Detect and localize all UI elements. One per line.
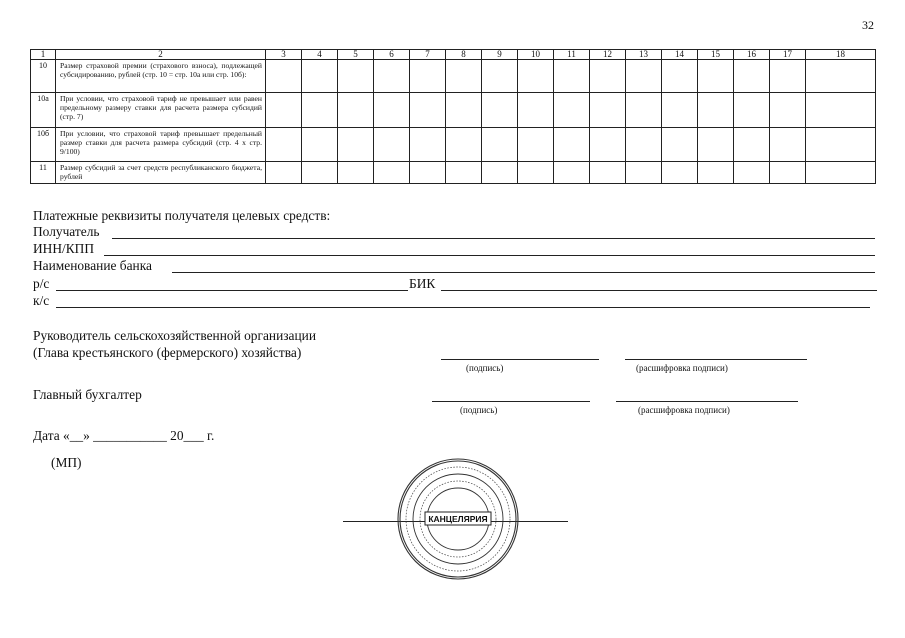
head-decoding-field[interactable] xyxy=(625,359,807,360)
value-cell[interactable] xyxy=(338,128,374,162)
value-cell[interactable] xyxy=(770,93,806,128)
column-header-5: 5 xyxy=(338,50,374,60)
value-cell[interactable] xyxy=(626,162,662,184)
head-signature-caption: (подпись) xyxy=(466,363,504,373)
value-cell[interactable] xyxy=(410,162,446,184)
value-cell[interactable] xyxy=(554,162,590,184)
value-cell[interactable] xyxy=(590,128,626,162)
value-cell[interactable] xyxy=(338,93,374,128)
value-cell[interactable] xyxy=(302,128,338,162)
row-number: 11 xyxy=(31,162,56,184)
recipient-label: Получатель xyxy=(33,224,100,239)
official-stamp xyxy=(396,457,520,581)
value-cell[interactable] xyxy=(806,60,876,93)
accountant-signature-caption: (подпись) xyxy=(460,405,498,415)
value-cell[interactable] xyxy=(446,162,482,184)
value-cell[interactable] xyxy=(266,162,302,184)
column-header-16: 16 xyxy=(734,50,770,60)
row-description: При условии, что страховой тариф не превышает или равен предельному размеру ставки для расчета размера субсидий (стр. 7) xyxy=(56,93,266,128)
row-description: При условии, что страховой тариф превышает предельный размер ставки для расчета размера субсидий (стр. 4 х стр. 9/100) xyxy=(56,128,266,162)
head-title-line2: (Глава крестьянского (фермерского) хозяйства) xyxy=(33,345,302,360)
accountant-decoding-field[interactable] xyxy=(616,401,798,402)
value-cell[interactable] xyxy=(770,60,806,93)
accountant-signature-field[interactable] xyxy=(432,401,590,402)
seal-label: (МП) xyxy=(51,455,82,470)
value-cell[interactable] xyxy=(338,60,374,93)
value-cell[interactable] xyxy=(662,128,698,162)
value-cell[interactable] xyxy=(266,60,302,93)
value-cell[interactable] xyxy=(482,60,518,93)
table-row xyxy=(31,60,876,93)
row-number: 10б xyxy=(31,128,56,162)
value-cell[interactable] xyxy=(554,128,590,162)
value-cell[interactable] xyxy=(374,162,410,184)
value-cell[interactable] xyxy=(662,93,698,128)
subsidy-table xyxy=(30,49,876,184)
page-number: 32 xyxy=(862,18,874,32)
head-title-line1: Руководитель сельскохозяйственной организации xyxy=(33,328,316,343)
column-header-6: 6 xyxy=(374,50,410,60)
bik-label: БИК xyxy=(409,276,436,291)
head-signature-field[interactable] xyxy=(441,359,599,360)
accountant-decoding-caption: (расшифровка подписи) xyxy=(638,405,730,415)
row-number: 10а xyxy=(31,93,56,128)
value-cell[interactable] xyxy=(770,162,806,184)
value-cell[interactable] xyxy=(662,162,698,184)
column-header-3: 3 xyxy=(266,50,302,60)
value-cell[interactable] xyxy=(698,162,734,184)
requisites-heading: Платежные реквизиты получателя целевых средств: xyxy=(33,208,331,223)
value-cell[interactable] xyxy=(734,128,770,162)
table-header-row xyxy=(31,50,876,60)
value-cell[interactable] xyxy=(590,162,626,184)
value-cell[interactable] xyxy=(374,93,410,128)
value-cell[interactable] xyxy=(302,162,338,184)
value-cell[interactable] xyxy=(698,93,734,128)
value-cell[interactable] xyxy=(554,60,590,93)
column-header-9: 9 xyxy=(482,50,518,60)
value-cell[interactable] xyxy=(482,93,518,128)
value-cell[interactable] xyxy=(734,60,770,93)
value-cell[interactable] xyxy=(770,128,806,162)
inn-field[interactable] xyxy=(104,255,875,256)
row-description: Размер субсидий за счет средств республиканского бюджета, рублей xyxy=(56,162,266,184)
value-cell[interactable] xyxy=(266,93,302,128)
value-cell[interactable] xyxy=(518,162,554,184)
value-cell[interactable] xyxy=(302,60,338,93)
value-cell[interactable] xyxy=(626,60,662,93)
table-row xyxy=(31,162,876,184)
row-description: Размер страховой премии (страхового взноса), подлежащей субсидированию, рублей (стр. 10 = стр. 10а или стр. 10б): xyxy=(56,60,266,93)
column-header-4: 4 xyxy=(302,50,338,60)
column-header-1: 1 xyxy=(31,50,56,60)
value-cell[interactable] xyxy=(410,93,446,128)
column-header-11: 11 xyxy=(554,50,590,60)
column-header-12: 12 xyxy=(590,50,626,60)
corr-account-label: к/с xyxy=(33,293,50,308)
column-header-7: 7 xyxy=(410,50,446,60)
value-cell[interactable] xyxy=(590,93,626,128)
value-cell[interactable] xyxy=(482,162,518,184)
value-cell[interactable] xyxy=(410,60,446,93)
column-header-15: 15 xyxy=(698,50,734,60)
stamp-center-text: КАНЦЕЛЯРИЯ xyxy=(428,514,488,524)
value-cell[interactable] xyxy=(590,60,626,93)
table-row xyxy=(31,93,876,128)
value-cell[interactable] xyxy=(698,60,734,93)
column-header-17: 17 xyxy=(770,50,806,60)
value-cell[interactable] xyxy=(302,93,338,128)
recipient-field[interactable] xyxy=(112,238,875,239)
date-line: Дата «__» ___________ 20___ г. xyxy=(33,428,215,443)
bank-label: Наименование банка xyxy=(33,258,152,273)
value-cell[interactable] xyxy=(518,60,554,93)
account-field[interactable] xyxy=(56,290,408,291)
value-cell[interactable] xyxy=(698,128,734,162)
value-cell[interactable] xyxy=(482,128,518,162)
corr-account-field[interactable] xyxy=(56,307,870,308)
value-cell[interactable] xyxy=(806,128,876,162)
column-header-10: 10 xyxy=(518,50,554,60)
bank-field[interactable] xyxy=(172,272,875,273)
value-cell[interactable] xyxy=(410,128,446,162)
inn-label: ИНН/КПП xyxy=(33,241,95,256)
table-row xyxy=(31,128,876,162)
value-cell[interactable] xyxy=(626,128,662,162)
value-cell[interactable] xyxy=(374,60,410,93)
value-cell[interactable] xyxy=(734,93,770,128)
value-cell[interactable] xyxy=(806,93,876,128)
value-cell[interactable] xyxy=(554,93,590,128)
head-decoding-caption: (расшифровка подписи) xyxy=(636,363,728,373)
bik-field[interactable] xyxy=(441,290,877,291)
column-header-8: 8 xyxy=(446,50,482,60)
column-header-14: 14 xyxy=(662,50,698,60)
value-cell[interactable] xyxy=(806,162,876,184)
row-number: 10 xyxy=(31,60,56,93)
value-cell[interactable] xyxy=(518,128,554,162)
value-cell[interactable] xyxy=(662,60,698,93)
value-cell[interactable] xyxy=(446,93,482,128)
value-cell[interactable] xyxy=(446,60,482,93)
value-cell[interactable] xyxy=(338,162,374,184)
column-header-13: 13 xyxy=(626,50,662,60)
value-cell[interactable] xyxy=(374,128,410,162)
accountant-label: Главный бухгалтер xyxy=(33,387,142,402)
value-cell[interactable] xyxy=(446,128,482,162)
value-cell[interactable] xyxy=(626,93,662,128)
value-cell[interactable] xyxy=(518,93,554,128)
column-header-2: 2 xyxy=(56,50,266,60)
column-header-18: 18 xyxy=(806,50,876,60)
value-cell[interactable] xyxy=(734,162,770,184)
value-cell[interactable] xyxy=(266,128,302,162)
account-label: р/с xyxy=(33,276,50,291)
